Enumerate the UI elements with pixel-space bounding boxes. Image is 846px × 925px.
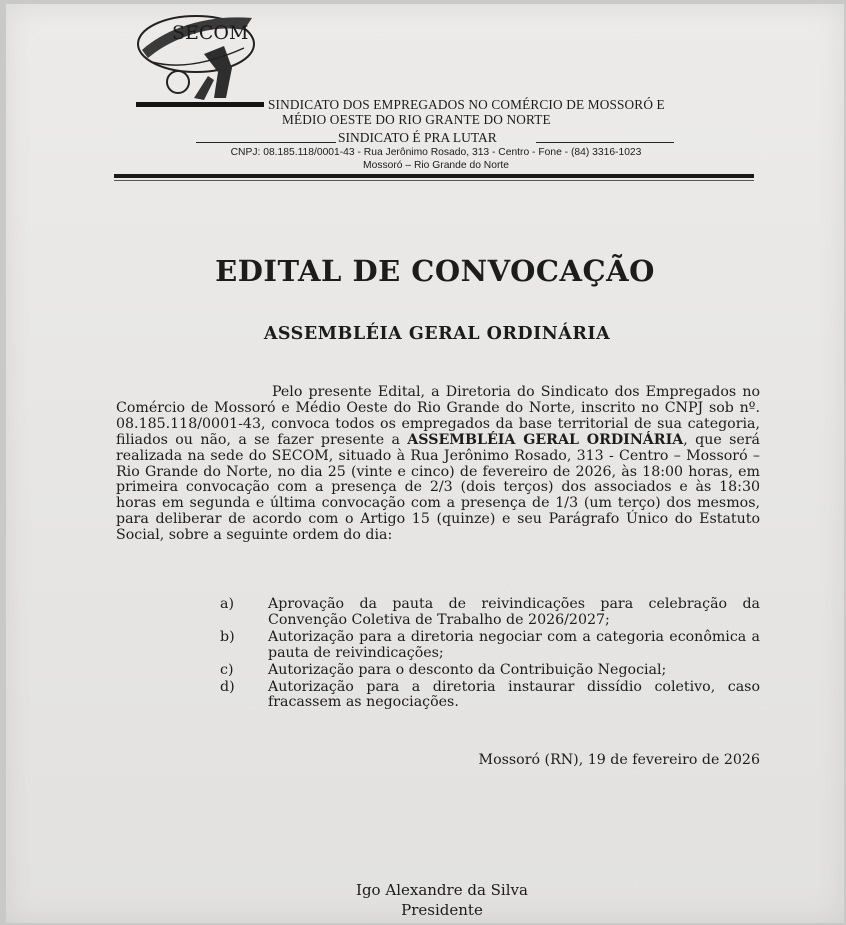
union-name-line1: SINDICATO DOS EMPREGADOS NO COMÉRCIO DE MOSSORÓ E (268, 97, 665, 112)
document-title: EDITAL DE CONVOCAÇÃO (215, 254, 655, 288)
agenda-mark: a) (220, 596, 234, 612)
address-block (156, 147, 716, 172)
agenda-item (220, 680, 760, 712)
paragraph-part1: Pelo presente Edital, a Diretoria do Sindicato dos Empregados no Comércio de Mossoró e Médio Oeste do Rio Grande do Norte, inscrito no CNPJ sob nº. 08.185.118/0001-43, convoca todos os empregados da base territorial de sua categoria, filiados ou não, a se fazer presente a (116, 384, 760, 448)
document-subtitle: ASSEMBLÉIA GERAL ORDINÁRIA (263, 324, 611, 344)
date-line: Mossoró (RN), 19 de fevereiro de 2026 (478, 752, 760, 768)
agenda-mark: d) (220, 678, 235, 695)
slogan (196, 130, 674, 146)
slogan-text: SINDICATO É PRA LUTAR (338, 130, 497, 145)
agenda-item (220, 597, 760, 629)
union-name (268, 97, 738, 127)
address-line2: Mossoró – Rio Grande do Norte (363, 159, 509, 171)
document-page (6, 4, 844, 923)
agenda-text: Aprovação da pauta de reivindicações para celebração da Convenção Coletiva de Trabalho de 2026/2027; (268, 596, 760, 628)
agenda-text: Autorização para a diretoria negociar com a categoria econômica a pauta de reivindicações; (268, 628, 760, 661)
agenda-item (220, 630, 760, 662)
agenda-mark: b) (220, 628, 235, 645)
agenda-text: Autorização para o desconto da Contribuição Negocial; (268, 661, 667, 678)
signer-name: Igo Alexandre da Silva (356, 881, 528, 899)
logo-text: SECOM (172, 22, 249, 44)
agenda-mark: c) (220, 661, 234, 678)
slogan-line-left (196, 142, 336, 143)
agenda-item (220, 663, 760, 679)
header-bottom-rule-thin (114, 180, 754, 181)
header-bottom-rule (114, 174, 754, 178)
signer-role: Presidente (401, 901, 483, 919)
paragraph-part2: , que será realizada na sede do SECOM, situado à Rua Jerônimo Rosado, 313 - Centro – Mossoró – Rio Grande do Norte, no dia 25 (vinte e cinco) de fevereiro de 2026, às 18:00 horas, em primeira convocação com a presença de 2/3 (dois terços) dos associados e às 18:30 horas em segunda e última convocação com a presença de 1/3 (um terço) dos mesmos, para deliberar de acordo com o Artigo 15 (quinze) e seu Parágrafo Único do Estatuto Social, sobre a seguinte ordem do dia: (116, 431, 761, 544)
address-line1: CNPJ: 08.185.118/0001-43 - Rua Jerônimo Rosado, 313 - Centro - Fone - (84) 3316-1023 (230, 147, 642, 158)
agenda-text: Autorização para a diretoria instaurar dissídio coletivo, caso fracassem as negociações. (268, 678, 760, 711)
signature-block (6, 880, 846, 920)
header-rule (136, 102, 264, 107)
slogan-line-right (536, 142, 674, 143)
convocation-paragraph (116, 385, 760, 544)
paragraph-bold: ASSEMBLÉIA GERAL ORDINÁRIA (407, 431, 684, 448)
agenda-list (220, 597, 760, 712)
union-name-line2: MÉDIO OESTE DO RIO GRANTE DO NORTE (282, 112, 551, 127)
